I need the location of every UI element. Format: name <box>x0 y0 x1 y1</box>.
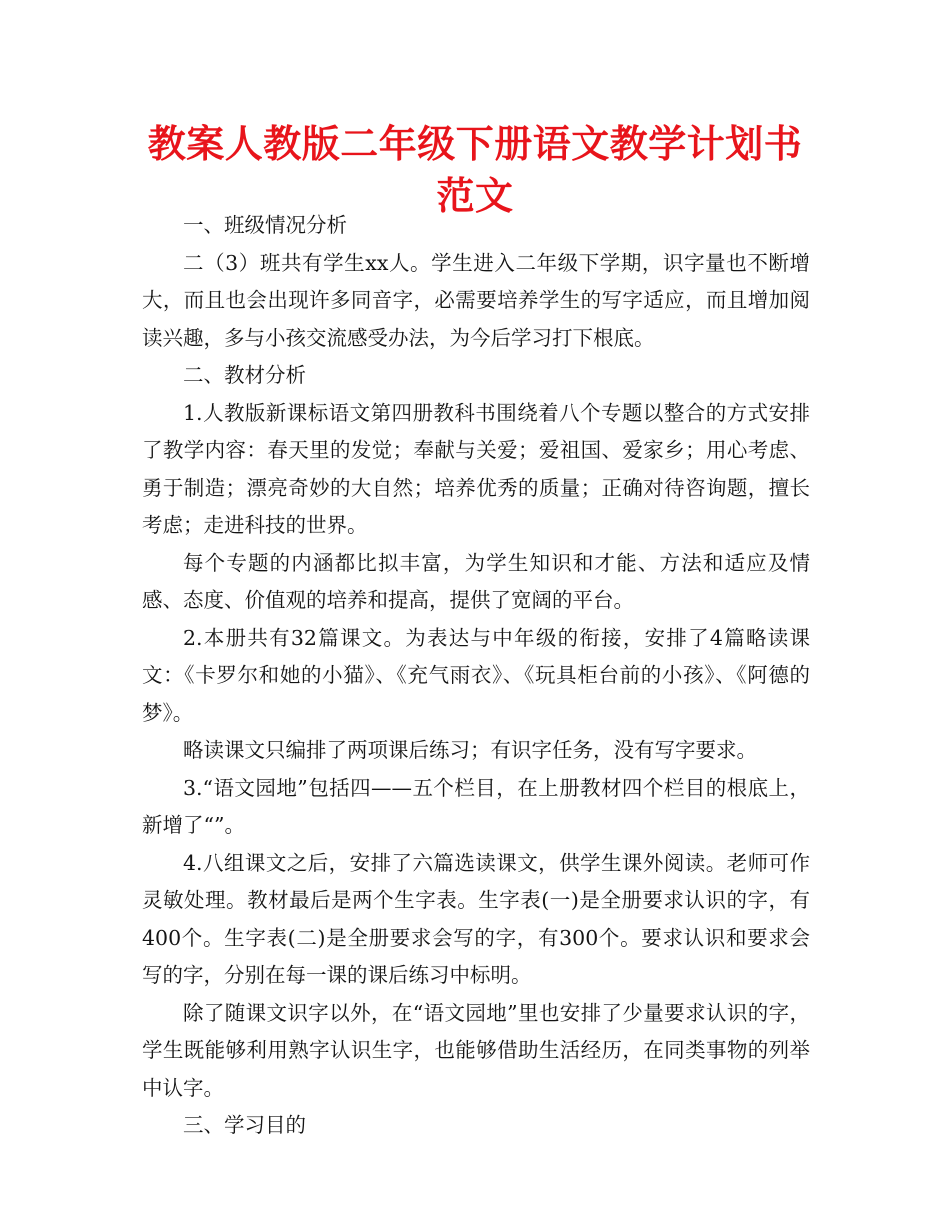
document-body <box>142 207 810 1145</box>
paragraph-skim-reading: 略读课文只编排了两项课后练习；有识字任务，没有写字要求。 <box>183 738 757 762</box>
paragraph-language-garden: 3.“语文园地”包括四——五个栏目，在上册教材四个栏目的根底上，新增了“”。 <box>142 775 810 837</box>
paragraph-lesson-count: 2.本册共有32篇课文。为表达与中年级的衔接，安排了4篇略读课文：《卡罗尔和她的小猫》、《充气雨衣》、《玩具柜台前的小孩》、《阿德的梦》。 <box>142 625 810 725</box>
section-heading-class-analysis: 一、班级情况分析 <box>183 213 347 237</box>
paragraph-topic-content: 每个专题的内涵都比拟丰富，为学生知识和才能、方法和适应及情感、态度、价值观的培养和提高，提供了宽阔的平台。 <box>142 550 810 612</box>
paragraph-textbook-topics: 1.人教版新课标语文第四册教科书围绕着八个专题以整合的方式安排了教学内容：春天里的发觉；奉献与关爱；爱祖国、爱家乡；用心考虑、勇于制造；漂亮奇妙的大自然；培养优秀的质量；正确对待咨询题，擅长考虑；走进科技的世界。 <box>142 400 810 537</box>
paragraph-class-situation: 二（3）班共有学生xx人。学生进入二年级下学期，识字量也不断增大，而且也会出现许多同音字，必需要培养学生的写字适应，而且增加阅读兴趣，多与小孩交流感受办法，为今后学习打下根底。 <box>142 250 810 350</box>
document-title: 教案人教版二年级下册语文教学计划书范文 <box>147 122 803 218</box>
paragraph-literacy-methods: 除了随课文识字以外，在“语文园地”里也安排了少量要求认识的字，学生既能够利用熟字认识生字，也能够借助生活经历，在同类事物的列举中认字。 <box>142 1000 810 1100</box>
section-heading-textbook-analysis: 二、教材分析 <box>183 363 306 387</box>
section-heading-learning-goals: 三、学习目的 <box>183 1113 306 1137</box>
paragraph-character-tables: 4.八组课文之后，安排了六篇选读课文，供学生课外阅读。老师可作灵敏处理。教材最后是两个生字表。生字表(一)是全册要求认识的字，有400个。生字表(二)是全册要求会写的字，有300个。要求认识和要求会写的字，分别在每一课的课后练习中标明。 <box>142 850 810 987</box>
